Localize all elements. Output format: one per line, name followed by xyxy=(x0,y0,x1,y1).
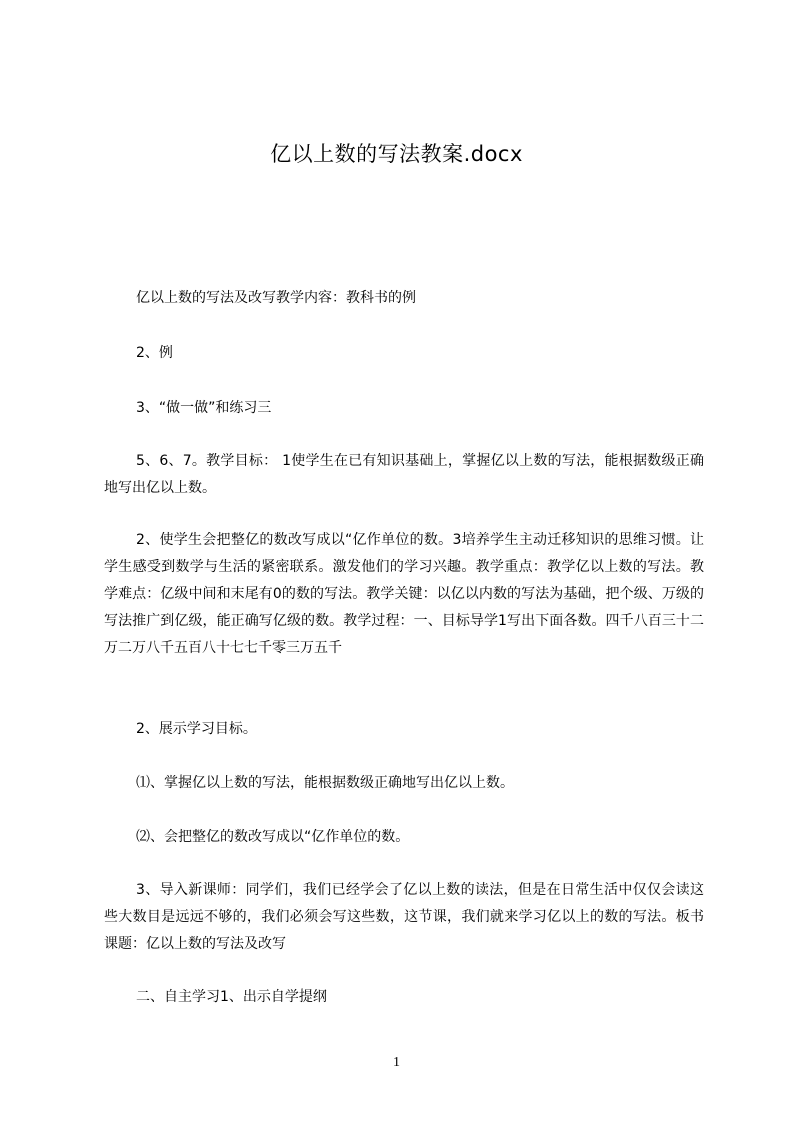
paragraph-self-study: 二、自主学习1、出示自学提纲 xyxy=(136,989,327,1005)
paragraph-objectives: 5、6、7。教学目标： 1使学生在已有知识基础上，掌握亿以上数的写法，能根据数级正确地写出亿以上数。 xyxy=(104,453,704,496)
paragraph-example-2: 2、例 xyxy=(136,345,173,361)
paragraph-example-3: 3、“做一做”和练习三 xyxy=(136,400,272,416)
paragraph-show-goals: 2、展示学习目标。 xyxy=(136,721,257,737)
paragraph-goal-2: ⑵、会把整亿的数改写成以“亿作单位的数。 xyxy=(136,829,410,845)
paragraph-intro: 3、导入新课师：同学们，我们已经学会了亿以上数的读法，但是在日常生活中仅仅会读这些大数目是远远不够的，我们必须会写这些数，这节课，我们就来学习亿以上的数的写法。板书课题：亿以上数的写法及改写 xyxy=(104,882,704,952)
paragraph-goal-1: ⑴、掌握亿以上数的写法，能根据数级正确地写出亿以上数。 xyxy=(136,775,514,791)
document-title: 亿以上数的写法教案.docx xyxy=(270,142,523,166)
paragraph-objectives-2: 2、使学生会把整亿的数改写成以“亿作单位的数。3培养学生主动迁移知识的思维习惯。让学生感受到数学与生活的紧密联系。激发他们的学习兴趣。教学重点：教学亿以上数的写法。教学难点：亿级中间和末尾有0的数的写法。教学关键：以亿以内数的写法为基础，把个级、万级的写法推广到亿级，能正确写亿级的数。教学过程：一、目标导学1写出下面各数。四千八百三十二万二万八千五百八十七七千零三万五千 xyxy=(104,532,704,656)
page-number: 1 xyxy=(393,1055,400,1070)
paragraph-content: 亿以上数的写法及改写教学内容：教科书的例 xyxy=(136,290,416,306)
